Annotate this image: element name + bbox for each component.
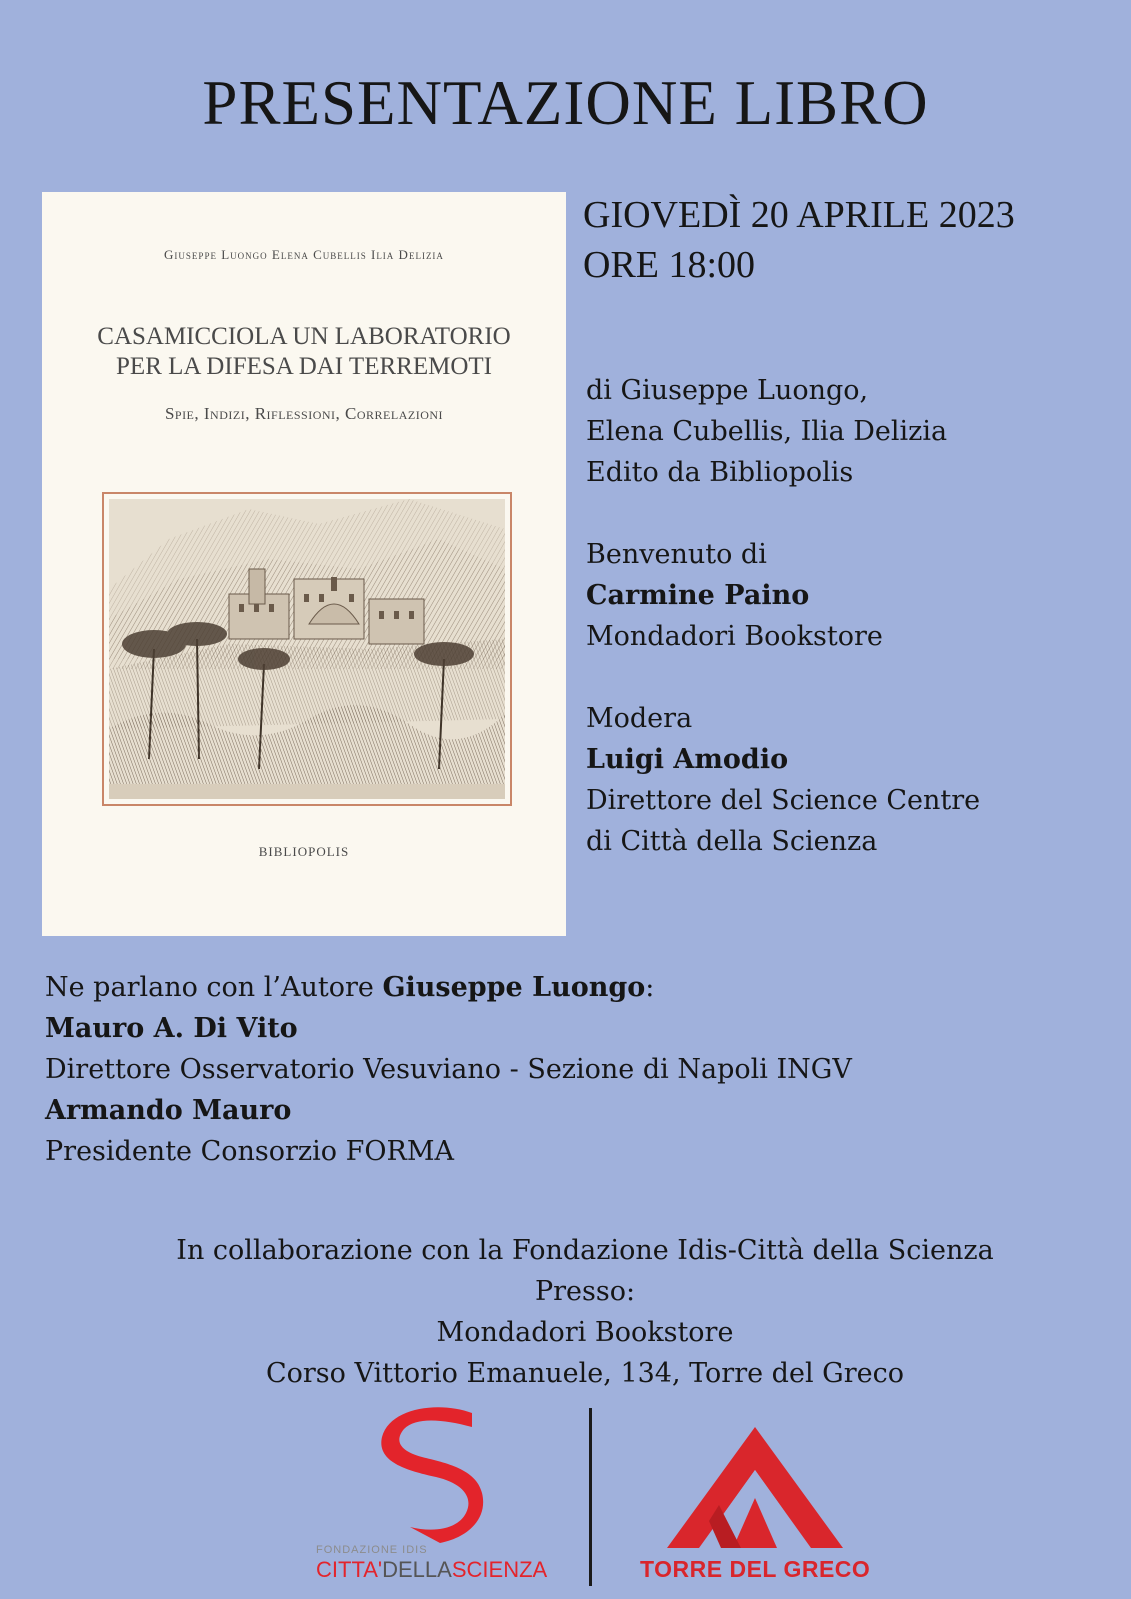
speakers-colon: : (645, 972, 655, 1003)
collaboration-line: In collaborazione con la Fondazione Idis-Città della Scienza (176, 1235, 994, 1266)
mondadori-mark-icon (665, 1425, 845, 1550)
venue-block (0, 1230, 1131, 1394)
welcome-label: Benvenuto di (586, 539, 767, 570)
speakers-block (45, 967, 852, 1172)
cover-subtitle: Spie, Indizi, Riflessioni, Correlazioni (164, 404, 444, 423)
speaker-role: Presidente Consorzio FORMA (45, 1136, 454, 1167)
book-publisher-line: Edito da Bibliopolis (586, 457, 854, 488)
venue-address: Corso Vittorio Emanuele, 134, Torre del Greco (265, 1358, 904, 1389)
speaker-name: Armando Mauro (45, 1095, 292, 1126)
cds-big-c: SCIENZA (451, 1557, 548, 1582)
speakers-intro-line (45, 967, 852, 1008)
cover-engraving-illustration (102, 492, 512, 806)
citta-della-scienza-logo (310, 1405, 550, 1590)
speaker-name: Mauro A. Di Vito (45, 1013, 298, 1044)
venue-name: Mondadori Bookstore (436, 1317, 734, 1348)
speakers-intro: Ne parlano con l’Autore (45, 972, 383, 1003)
cds-small-label: FONDAZIONE IDIS (316, 1544, 428, 1556)
page-title: PRESENTAZIONE LIBRO (202, 68, 929, 138)
cds-big-b: DELLA (382, 1557, 452, 1582)
welcome-block (586, 534, 883, 657)
event-time: ORE 18:00 (583, 244, 756, 286)
moderator-role-line-2: di Città della Scienza (586, 826, 878, 857)
welcome-role: Mondadori Bookstore (586, 621, 883, 652)
moderator-block (586, 698, 980, 862)
book-cover (42, 192, 566, 936)
event-datetime (583, 190, 1015, 290)
speakers-author: Giuseppe Luongo (382, 972, 646, 1003)
citta-della-scienza-mark-icon (370, 1405, 490, 1545)
book-author-line: di Giuseppe Luongo, (586, 375, 869, 406)
cover-authors: Giuseppe Luongo Elena Cubellis Ilia Delizia (164, 247, 444, 262)
cover-title (42, 322, 566, 382)
cds-big-label (316, 1557, 547, 1583)
moderator-name: Luigi Amodio (586, 744, 789, 775)
cover-title-line-1: CASAMICCIOLA UN LABORATORIO (97, 323, 511, 350)
cover-publisher: BIBLIOPOLIS (258, 844, 350, 859)
event-date: GIOVEDÌ 20 APRILE 2023 (583, 194, 1015, 236)
mondadori-label: TORRE DEL GRECO (640, 1556, 871, 1582)
cover-title-line-2: PER LA DIFESA DAI TERREMOTI (116, 353, 492, 380)
cds-big-a: CITTA' (316, 1557, 383, 1582)
speaker-role: Direttore Osservatorio Vesuviano - Sezione di Napoli INGV (45, 1054, 852, 1085)
book-coauthors-line: Elena Cubellis, Ilia Delizia (586, 416, 948, 447)
logo-divider (589, 1408, 592, 1586)
moderator-label: Modera (586, 703, 693, 734)
book-info (586, 370, 947, 493)
welcome-name: Carmine Paino (586, 580, 810, 611)
moderator-role-line-1: Direttore del Science Centre (586, 785, 981, 816)
presso-label: Presso: (534, 1276, 636, 1307)
mondadori-logo (640, 1425, 870, 1590)
